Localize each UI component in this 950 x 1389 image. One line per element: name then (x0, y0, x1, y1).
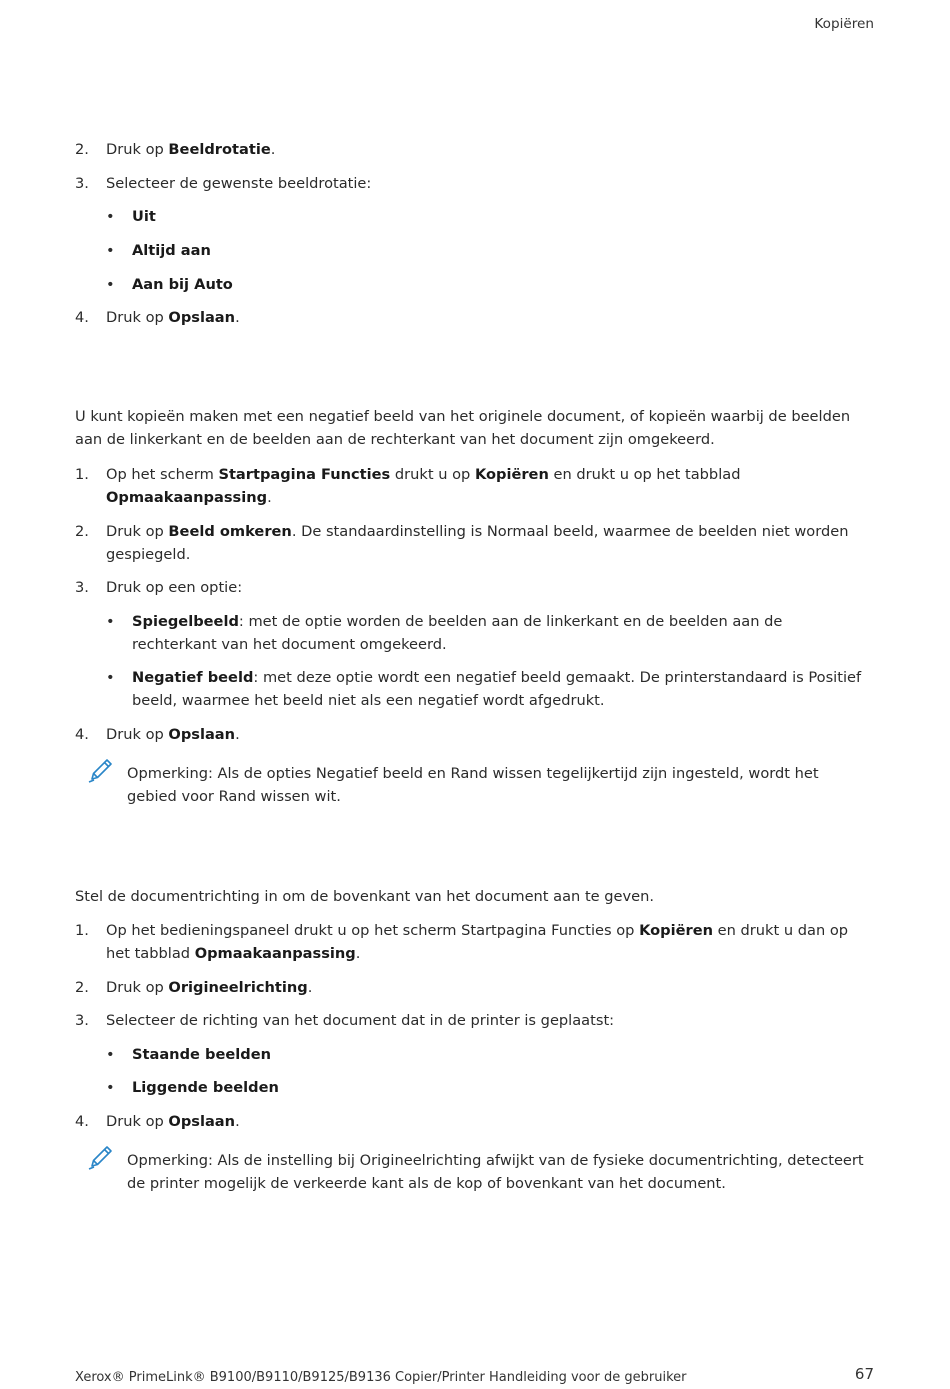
list-item (75, 205, 870, 228)
option-label: Uit (132, 208, 156, 225)
step-number: 2. (75, 523, 89, 540)
ui-term: Kopiëren (639, 922, 714, 939)
step-text: drukt u op (390, 466, 475, 483)
option-description: : met de optie worden de beelden aan de linkerkant en de beelden aan de rechterkant van het document omgekeerd. (132, 613, 783, 653)
step-number: 3. (75, 579, 89, 596)
step-item (75, 919, 870, 965)
ui-term: Opslaan (168, 726, 236, 743)
list-item (75, 239, 870, 262)
step-text: . (355, 945, 361, 962)
list-item (75, 610, 870, 656)
note-block (86, 762, 870, 808)
option-label: Altijd aan (132, 242, 211, 259)
step-number: 3. (75, 175, 89, 192)
step-text: en drukt u op het tabblad (548, 466, 741, 483)
step-text: Druk op (106, 1113, 169, 1130)
step-number: 4. (75, 309, 89, 326)
option-label: Negatief beeld (132, 669, 254, 686)
step-text: Druk op (106, 726, 169, 743)
step-item (75, 172, 870, 195)
bullet-dot: • (106, 1079, 115, 1096)
step-text: . (270, 141, 276, 158)
list-item (75, 666, 870, 712)
note-text: Opmerking: Als de opties Negatief beeld en Rand wissen tegelijkertijd zijn ingesteld, wordt het gebied voor Rand wissen wit. (127, 765, 819, 805)
step-text: . (267, 489, 272, 506)
intro-paragraph: U kunt kopieën maken met een negatief beeld van het originele document, of kopieën waarbij de beelden aan de linkerkant en de beelden aan de rechterkant van het document zijn omgekeerd. (75, 408, 851, 448)
step-item (75, 138, 870, 161)
step-item (75, 976, 870, 999)
page-number: 67 (854, 1365, 874, 1383)
option-label: Spiegelbeeld (132, 613, 239, 630)
step-number: 2. (75, 141, 89, 158)
step-text: . (235, 1113, 240, 1130)
step-item (75, 1110, 870, 1133)
footer-doc-title: Xerox® PrimeLink® B9100/B9110/B9125/B9136 Copier/Printer Handleiding voor de gebruiker (75, 1370, 687, 1385)
step-item (75, 1009, 870, 1032)
step-text: Druk op (106, 979, 169, 996)
bullet-dot: • (106, 1046, 115, 1063)
step-text: . (307, 979, 313, 996)
step-number: 1. (75, 466, 89, 483)
step-text: Op het scherm (106, 466, 219, 483)
list-item (75, 1076, 870, 1099)
note-block (86, 1149, 870, 1195)
option-description: : met deze optie wordt een negatief beeld gemaakt. De printerstandaard is Positief beeld, waarmee het beeld niet als een negatief wordt afgedrukt. (132, 669, 862, 709)
step-text: . De standaardinstelling is Normaal beeld, waarmee de beelden niet worden gespiegeld. (106, 523, 849, 563)
running-header: Kopiëren (814, 16, 874, 32)
step-number: 4. (75, 726, 89, 743)
option-label: Aan bij Auto (132, 276, 233, 293)
step-text: Druk op (106, 523, 169, 540)
step-text: . (235, 726, 240, 743)
step-text: en drukt u dan op het tabblad (106, 922, 849, 962)
bullet-dot: • (106, 613, 115, 630)
pencil-icon (86, 1142, 116, 1172)
step-number: 4. (75, 1113, 89, 1130)
step-text: . (235, 309, 240, 326)
step-number: 2. (75, 979, 89, 996)
list-item (75, 273, 870, 296)
step-text: Selecteer de richting van het document dat in de printer is geplaatst: (106, 1012, 615, 1029)
ui-term: Beeld omkeren (168, 523, 292, 540)
intro-paragraph: Stel de documentrichting in om de bovenkant van het document aan te geven. (75, 888, 655, 905)
step-item (75, 306, 870, 329)
bullet-dot: • (106, 669, 115, 686)
step-text: Op het bedieningspaneel drukt u op het scherm Startpagina Functies op (106, 922, 640, 939)
step-item (75, 463, 870, 509)
step-number: 1. (75, 922, 89, 939)
pencil-icon (86, 755, 116, 785)
step-item (75, 723, 870, 746)
bullet-dot: • (106, 276, 115, 293)
step-text: Druk op een optie: (106, 579, 243, 596)
option-label: Liggende beelden (132, 1079, 279, 1096)
bullet-dot: • (106, 208, 115, 225)
ui-term: Kopiëren (474, 466, 549, 483)
step-item (75, 520, 870, 566)
bullet-dot: • (106, 242, 115, 259)
note-text: Opmerking: Als de instelling bij Origineelrichting afwijkt van de fysieke documentrichting, detecteert de printer mogelijk de verkeerde kant als de kop of bovenkant van het document. (127, 1152, 864, 1192)
step-text: Selecteer de gewenste beeldrotatie: (106, 175, 372, 192)
ui-term: Opmaakaanpassing (194, 945, 356, 962)
step-text: Druk op (106, 141, 169, 158)
ui-term: Opmaakaanpassing (106, 489, 268, 506)
ui-term: Beeldrotatie (168, 141, 271, 158)
ui-term: Opslaan (168, 309, 236, 326)
step-item (75, 576, 870, 599)
list-item (75, 1043, 870, 1066)
step-text: Druk op (106, 309, 169, 326)
ui-term: Origineelrichting (168, 979, 308, 996)
ui-term: Opslaan (168, 1113, 236, 1130)
option-label: Staande beelden (132, 1046, 271, 1063)
ui-term: Startpagina Functies (218, 466, 391, 483)
step-number: 3. (75, 1012, 89, 1029)
